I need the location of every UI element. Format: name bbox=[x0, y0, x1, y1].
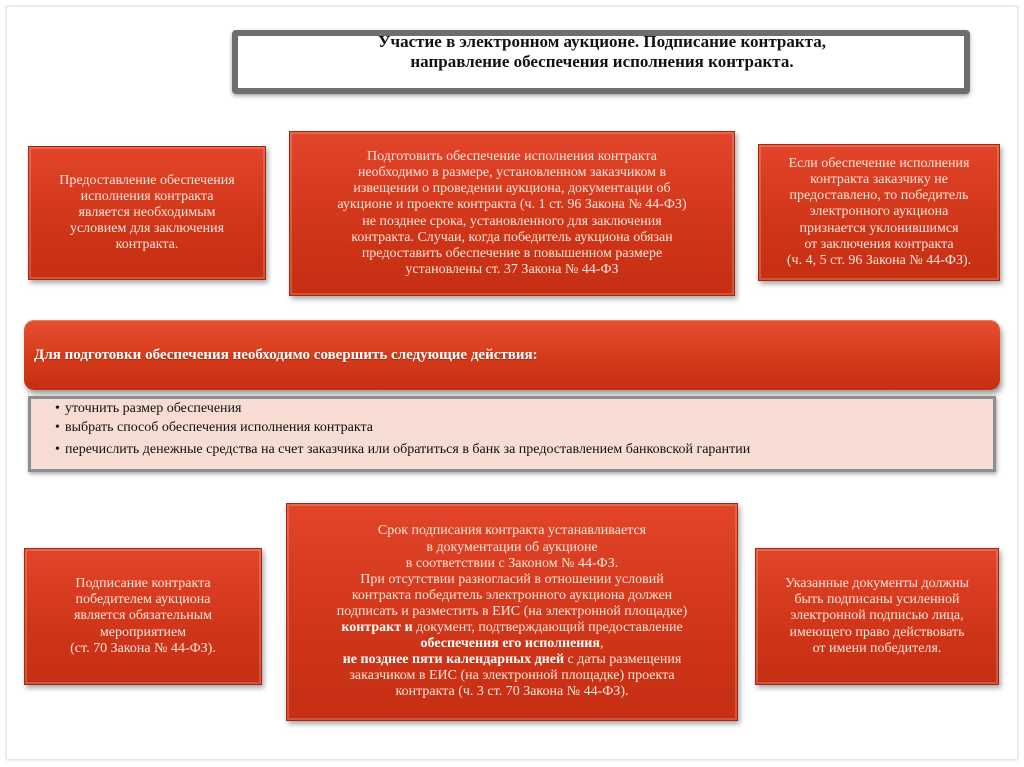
actions-list bbox=[55, 399, 993, 459]
guarantee-preparation-box bbox=[289, 131, 735, 296]
text-line: извещении о проведении аукциона, документации об bbox=[353, 181, 671, 197]
slide-title bbox=[232, 22, 972, 82]
title-line-2: направление обеспечения исполнения контракта. bbox=[410, 52, 794, 71]
text-line: победителем аукциона bbox=[75, 592, 211, 608]
text-line: предоставить обеспечение в повышенном размере bbox=[361, 245, 663, 261]
actions-list-box bbox=[28, 396, 996, 472]
actions-header-text: Для подготовки обеспечения необходимо совершить следующие действия: bbox=[34, 346, 538, 363]
text-line: (ст. 70 Закона № 44-ФЗ). bbox=[70, 640, 216, 656]
text-line: аукционе и проекте контракта (ч. 1 ст. 96 Закона № 44-ФЗ) bbox=[337, 197, 687, 213]
text-line: условием для заключения bbox=[69, 221, 225, 237]
text-line: Если обеспечение исполнения bbox=[788, 156, 970, 172]
text-line: является обязательным bbox=[73, 608, 212, 624]
text-line: необходимо в размере, установленном заказчиком в bbox=[357, 165, 667, 181]
text-line: предоставлено, то победитель bbox=[789, 188, 969, 204]
text-line: контракта. Случаи, когда победитель аукциона обязан bbox=[351, 229, 673, 245]
bold-text: не позднее пяти календарных дней bbox=[342, 652, 565, 668]
text-line: электронного аукциона bbox=[809, 204, 949, 220]
text-line: При отсутствии разногласий в отношении условий bbox=[360, 571, 664, 587]
text-line: Подготовить обеспечение исполнения контракта bbox=[367, 149, 657, 165]
text-line: Подписание контракта bbox=[75, 576, 211, 592]
text-fragment: с даты размещения bbox=[564, 652, 682, 668]
text-line bbox=[343, 652, 682, 668]
text-line: является необходимым bbox=[78, 204, 216, 220]
text-line: установлены ст. 37 Закона № 44-ФЗ bbox=[405, 261, 619, 277]
text-line bbox=[421, 636, 604, 652]
list-item: • выбрать способ обеспечения исполнения контракта bbox=[55, 418, 993, 437]
text-line: контракта. bbox=[115, 237, 179, 253]
text-line: Срок подписания контракта устанавливается bbox=[377, 523, 647, 539]
text-line: быть подписаны усиленной bbox=[794, 592, 960, 608]
text-line: заказчиком в ЕИС (на электронной площадке) проекта bbox=[349, 668, 675, 684]
text-line: имеющего право действовать bbox=[789, 624, 965, 640]
signing-deadline-box bbox=[286, 503, 738, 721]
text-line: контракта (ч. 3 ст. 70 Закона № 44-ФЗ). bbox=[395, 684, 629, 700]
bold-text: обеспечения его исполнения bbox=[420, 636, 600, 652]
text-line: мероприятием bbox=[99, 624, 187, 640]
text-line: Предоставление обеспечения bbox=[59, 172, 235, 188]
text-line: Указанные документы должны bbox=[785, 576, 969, 592]
list-item: • перечислить денежные средства на счет заказчика или обратиться в банк за предоставлением банковской гарантии bbox=[55, 440, 993, 459]
text-line: от имени победителя. bbox=[812, 640, 942, 656]
text-line: электронной подписью лица, bbox=[790, 608, 964, 624]
text-fragment: документ, подтверждающий предоставление bbox=[412, 620, 683, 636]
text-line: подписать и разместить в ЕИС (на электронной площадке) bbox=[336, 603, 688, 619]
actions-header-bar bbox=[24, 320, 1000, 390]
guarantee-requirement-box bbox=[28, 146, 266, 280]
list-item: • уточнить размер обеспечения bbox=[55, 399, 993, 418]
text-line: в документации об аукционе bbox=[426, 539, 598, 555]
text-line: от заключения контракта bbox=[804, 236, 954, 252]
bold-text: контракт и bbox=[341, 620, 413, 636]
evasion-consequence-box bbox=[758, 144, 1000, 281]
text-line: исполнения контракта bbox=[80, 188, 214, 204]
title-line-1: Участие в электронном аукционе. Подписание контракта, bbox=[378, 31, 826, 51]
text-line: контракта победитель электронного аукциона должен bbox=[351, 587, 673, 603]
text-line: (ч. 4, 5 ст. 96 Закона № 44-ФЗ). bbox=[786, 252, 972, 268]
text-line: контракта заказчику не bbox=[810, 172, 948, 188]
text-line: в соответствии с Законом № 44-ФЗ. bbox=[405, 555, 619, 571]
text-line: не позднее срока, установленного для заключения bbox=[362, 213, 662, 229]
text-fragment: , bbox=[599, 636, 604, 652]
text-line bbox=[341, 620, 682, 636]
signing-mandatory-box bbox=[24, 548, 262, 685]
signature-requirement-box bbox=[755, 548, 999, 685]
text-line: признается уклонившимся bbox=[799, 220, 959, 236]
